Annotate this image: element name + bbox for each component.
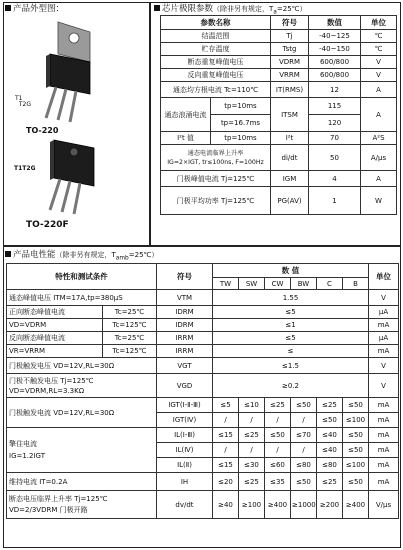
- package-label-to220f: TO-220F: [26, 220, 69, 230]
- header-symbol: 符号: [157, 264, 213, 290]
- electrical-header-row: [7, 264, 399, 278]
- ih-symbol: IH: [157, 473, 213, 491]
- didt-name: [161, 145, 271, 171]
- table-row: [7, 290, 399, 306]
- il-value: ≤50: [343, 443, 369, 458]
- il-value: ≤15: [213, 458, 239, 473]
- param-value: 12: [309, 82, 361, 98]
- dvdt-symbol: dv/dt: [157, 491, 213, 519]
- surge-cond-2: tp=16.7ms: [211, 115, 271, 132]
- didt-unit: A/μs: [361, 145, 397, 171]
- ih-condition: 维持电流 IT=0.2A: [7, 473, 157, 491]
- i2t-cond: tp=10ms: [211, 132, 271, 145]
- igt-value: /: [265, 413, 291, 428]
- igt-value: /: [239, 413, 265, 428]
- il-value: /: [291, 443, 317, 458]
- pin-label-t1: T1: [14, 165, 23, 172]
- header-characteristic: 特性和测试条件: [7, 264, 157, 290]
- il-symbol-2: IL(Ⅳ): [157, 443, 213, 458]
- igt-symbol-2: IGT(Ⅳ): [157, 413, 213, 428]
- fwd-value-2: ≤1: [213, 319, 369, 332]
- param-unit: ℃: [361, 43, 397, 56]
- vtm-condition: 通态峰值电压 ITM=17A,tp=380μS: [7, 290, 157, 306]
- fwd-tc-2: Tc=125℃: [103, 319, 157, 332]
- rev-tc-1: Tc=25℃: [103, 332, 157, 345]
- grade-sw: SW: [239, 278, 265, 290]
- rev-unit-1: μA: [369, 332, 399, 345]
- to220f-package-image: [12, 138, 122, 218]
- i2t-value: 70: [309, 132, 361, 145]
- vgt-value: ≤1.5: [213, 358, 369, 374]
- surge-value-1: 115: [309, 98, 361, 115]
- il-value: ≤100: [343, 458, 369, 473]
- pin-label-t1: T1: [15, 95, 23, 102]
- il-value: ≤15: [213, 428, 239, 443]
- igt-unit: mA: [369, 413, 399, 428]
- fwd-leak-cond: VD=VDRM: [7, 319, 103, 332]
- vtm-value: 1.55: [213, 290, 369, 306]
- grade-c: C: [317, 278, 343, 290]
- electrical-title: 产品电性能（除非另有规定，$T_{amb}=25℃$）: [5, 250, 158, 264]
- fwd-unit-1: μA: [369, 306, 399, 319]
- il-cond-a: 擎住电流: [9, 440, 37, 448]
- il-value: ≤80: [291, 458, 317, 473]
- grade-cw: CW: [265, 278, 291, 290]
- electrical-note-sub: amb: [115, 255, 129, 262]
- ih-unit: mA: [369, 473, 399, 491]
- param-name: 结温范围: [161, 30, 271, 43]
- table-row: [161, 69, 397, 82]
- param-name: 通态均方根电流 Tc=110℃: [161, 82, 271, 98]
- vgd-value: ≥0.2: [213, 374, 369, 398]
- header-unit: 单位: [369, 264, 399, 290]
- param-symbol: Tj: [271, 30, 309, 43]
- limits-header-symbol: 符号: [271, 16, 309, 30]
- dvdt-condition: [7, 491, 157, 519]
- pg-value: 1: [309, 187, 361, 215]
- igt-value: ≤50: [343, 398, 369, 413]
- ih-value: ≤50: [291, 473, 317, 491]
- grade-b: B: [343, 278, 369, 290]
- rev-tc-2: Tc=125℃: [103, 345, 157, 358]
- param-name: 贮存温度: [161, 43, 271, 56]
- pin-labels-2: [14, 166, 36, 172]
- table-row: [7, 428, 399, 443]
- table-row: [7, 398, 399, 413]
- il-symbol-1: IL(Ⅰ-Ⅲ): [157, 428, 213, 443]
- il-value: /: [239, 443, 265, 458]
- i2t-unit: A²S: [361, 132, 397, 145]
- igm-symbol: IGM: [271, 171, 309, 187]
- pg-symbol: PG(AV): [271, 187, 309, 215]
- ih-value: ≤25: [239, 473, 265, 491]
- il-value: /: [265, 443, 291, 458]
- fwd-leak-label: 正向断态峰值电流: [7, 306, 103, 319]
- electrical-note: 除非另有规定，T: [62, 251, 116, 259]
- vgd-cond-b: VD=VDRM,RL=3.3KΩ: [9, 386, 85, 395]
- il-condition: [7, 428, 157, 473]
- limits-note-tail: =25℃: [276, 5, 300, 13]
- didt-symbol: di/dt: [271, 145, 309, 171]
- param-symbol: VRRM: [271, 69, 309, 82]
- vgt-symbol: VGT: [157, 358, 213, 374]
- param-name: 反向重复峰值电压: [161, 69, 271, 82]
- table-row: [7, 306, 399, 319]
- dvdt-unit: V/μs: [369, 491, 399, 519]
- fwd-value-1: ≤5: [213, 306, 369, 319]
- pg-unit: W: [361, 187, 397, 215]
- table-row: [7, 358, 399, 374]
- param-value: -40~150: [309, 43, 361, 56]
- il-value: ≤30: [239, 458, 265, 473]
- igt-unit: mA: [369, 398, 399, 413]
- ih-value: ≤35: [265, 473, 291, 491]
- surge-name: 通态浪涌电流: [161, 98, 211, 132]
- grade-bw: BW: [291, 278, 317, 290]
- didt-value: 50: [309, 145, 361, 171]
- table-row: [161, 30, 397, 43]
- i2t-name: I²t 值: [161, 132, 211, 145]
- bullet-square-icon: [5, 5, 11, 11]
- pin-label-t2: T2: [18, 101, 27, 108]
- rev-symbol-1: IRRM: [157, 332, 213, 345]
- il-value: ≤50: [265, 428, 291, 443]
- rev-unit-2: mA: [369, 345, 399, 358]
- fwd-symbol-1: IDRM: [157, 306, 213, 319]
- param-symbol: VDRM: [271, 56, 309, 69]
- vgd-unit: V: [369, 374, 399, 398]
- table-row: [161, 145, 397, 171]
- table-row: [161, 43, 397, 56]
- table-row: [161, 98, 397, 115]
- ih-value: ≤50: [343, 473, 369, 491]
- param-unit: V: [361, 56, 397, 69]
- il-symbol-3: IL(Ⅱ): [157, 458, 213, 473]
- pin-label-g: G: [30, 165, 36, 172]
- to220-package-image: [10, 14, 120, 134]
- limits-title-text: 芯片极限参数: [162, 4, 214, 14]
- rev-value-2: ≤: [213, 345, 369, 358]
- surge-value-2: 120: [309, 115, 361, 132]
- param-value: 600/800: [309, 56, 361, 69]
- appearance-title-text: 产品外型图: [13, 4, 56, 14]
- fwd-unit-2: mA: [369, 319, 399, 332]
- rev-value-1: ≤5: [213, 332, 369, 345]
- vgt-condition: 门极触发电压 VD=12V,RL=30Ω: [7, 358, 157, 374]
- table-row: [7, 319, 399, 332]
- il-value: ≤40: [317, 443, 343, 458]
- param-symbol: IT(RMS): [271, 82, 309, 98]
- igt-value: ≤100: [343, 413, 369, 428]
- table-row: [161, 132, 397, 145]
- il-cond-b: IG=1.2IGT: [9, 452, 46, 460]
- il-value: ≤40: [317, 428, 343, 443]
- dvdt-value: ≥100: [239, 491, 265, 519]
- table-row: [161, 187, 397, 215]
- table-row: [161, 56, 397, 69]
- electrical-table: [6, 263, 399, 519]
- grade-tw: TW: [213, 278, 239, 290]
- surge-cond-1: tp=10ms: [211, 98, 271, 115]
- dvdt-value: ≥40: [213, 491, 239, 519]
- igm-name: 门极峰值电流 Tj=125℃: [161, 171, 271, 187]
- table-row: [7, 345, 399, 358]
- table-row: [161, 171, 397, 187]
- dvdt-cond-b: VD=2/3VDRM 门极开路: [9, 505, 88, 514]
- dvdt-value: ≥400: [265, 491, 291, 519]
- electrical-note-tail: =25℃: [128, 251, 152, 259]
- param-value: 600/800: [309, 69, 361, 82]
- didt-name-2: IG=2×IGT, tr≤100ns, F=100Hz: [167, 158, 264, 166]
- ih-value: ≤20: [213, 473, 239, 491]
- limits-header-name: 参数名称: [161, 16, 271, 30]
- table-row: [7, 374, 399, 398]
- igt-value: ≤25: [317, 398, 343, 413]
- il-unit: mA: [369, 443, 399, 458]
- bullet-square-icon: [154, 5, 160, 11]
- il-value: /: [213, 443, 239, 458]
- igt-value: /: [291, 413, 317, 428]
- igm-value: 4: [309, 171, 361, 187]
- didt-name-1: 通态电流临界上升率: [187, 149, 244, 157]
- param-value: -40~125: [309, 30, 361, 43]
- vtm-symbol: VTM: [157, 290, 213, 306]
- ih-value: ≤25: [317, 473, 343, 491]
- rev-leak-cond: VR=VRRM: [7, 345, 103, 358]
- igt-value: ≤25: [265, 398, 291, 413]
- pin-label-g: G: [26, 101, 31, 108]
- limits-header-unit: 单位: [361, 16, 397, 30]
- igt-value: ≤5: [213, 398, 239, 413]
- limits-title: 芯片极限参数（除非另有规定，$T_a=25℃$）: [154, 4, 307, 18]
- appearance-title: 产品外型图：: [5, 4, 64, 15]
- table-row: [161, 82, 397, 98]
- fwd-symbol-2: IDRM: [157, 319, 213, 332]
- limits-table: [160, 15, 397, 215]
- il-unit: mA: [369, 428, 399, 443]
- surge-symbol: ITSM: [271, 98, 309, 132]
- igt-condition: 门极触发电流 VD=12V,RL=30Ω: [7, 398, 157, 428]
- param-unit: ℃: [361, 30, 397, 43]
- rev-symbol-2: IRRM: [157, 345, 213, 358]
- electrical-title-text: 产品电性能: [13, 250, 56, 260]
- param-symbol: Tstg: [271, 43, 309, 56]
- dvdt-value: ≥200: [317, 491, 343, 519]
- igt-value: /: [213, 413, 239, 428]
- vtm-unit: V: [369, 290, 399, 306]
- il-value: ≤50: [343, 428, 369, 443]
- vgd-symbol: VGD: [157, 374, 213, 398]
- igt-value: ≤50: [291, 398, 317, 413]
- pin-label-t2: T2: [22, 165, 31, 172]
- pg-name: 门极平均功率 Tj=125℃: [161, 187, 271, 215]
- limits-header-row: [161, 16, 397, 30]
- dvdt-value: ≥400: [343, 491, 369, 519]
- vgt-unit: V: [369, 358, 399, 374]
- il-value: ≤60: [265, 458, 291, 473]
- param-unit: V: [361, 69, 397, 82]
- param-name: 断态重复峰值电压: [161, 56, 271, 69]
- package-label-to220: TO-220: [26, 126, 59, 135]
- table-row: [7, 491, 399, 519]
- vgd-condition: [7, 374, 157, 398]
- header-values: 数 值: [213, 264, 369, 278]
- table-row: [7, 332, 399, 345]
- param-unit: A: [361, 82, 397, 98]
- igt-value: ≤10: [239, 398, 265, 413]
- igt-symbol-1: IGT(Ⅰ-Ⅱ-Ⅲ): [157, 398, 213, 413]
- il-value: ≤25: [239, 428, 265, 443]
- pin-labels-1: [15, 96, 31, 108]
- il-value: ≤70: [291, 428, 317, 443]
- fwd-tc-1: Tc=25℃: [103, 306, 157, 319]
- igt-value: ≤50: [317, 413, 343, 428]
- bullet-square-icon: [5, 251, 11, 257]
- limits-note: 除非另有规定，T: [220, 5, 274, 13]
- il-value: ≤80: [317, 458, 343, 473]
- limits-header-value: 数值: [309, 16, 361, 30]
- table-row: [7, 473, 399, 491]
- i2t-symbol: I²t: [271, 132, 309, 145]
- dvdt-value: ≥1000: [291, 491, 317, 519]
- dvdt-cond-a: 断态电压临界上升率 Tj=125℃: [9, 494, 108, 503]
- limits-note-sub: a: [273, 9, 277, 16]
- vgd-cond-a: 门极不触发电压 Tj=125℃: [9, 376, 94, 385]
- surge-unit: A: [361, 98, 397, 132]
- rev-leak-label: 反向断态峰值电流: [7, 332, 103, 345]
- il-unit: mA: [369, 458, 399, 473]
- igm-unit: A: [361, 171, 397, 187]
